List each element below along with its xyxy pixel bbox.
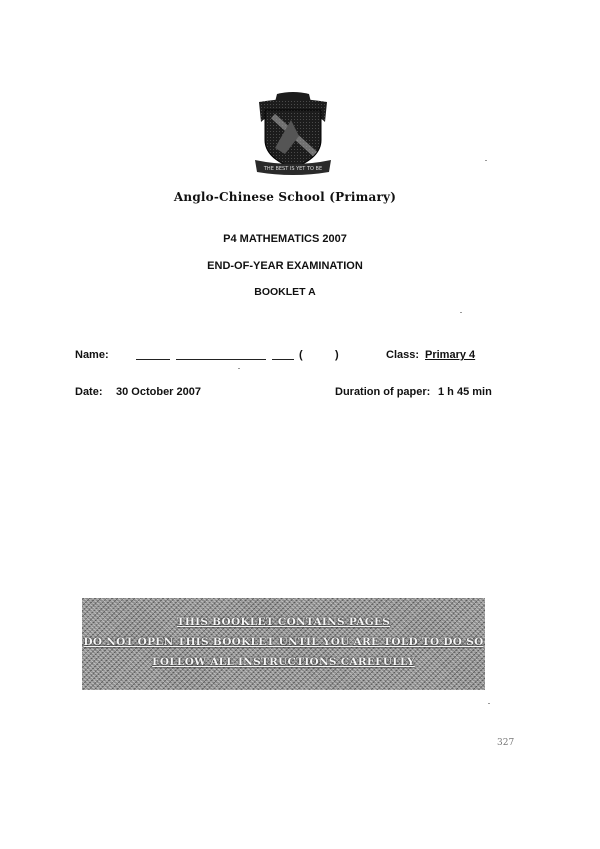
exam-subject-title: P4 MATHEMATICS 2007 (223, 233, 347, 245)
exam-type-title: END-OF-YEAR EXAMINATION (207, 260, 363, 272)
school-name: Anglo-Chinese School (Primary) (173, 190, 397, 204)
notice-line-do-not-open: DO NOT OPEN THIS BOOKLET UNTIL YOU ARE TOLD TO DO SO (83, 636, 484, 648)
duration-label: Duration of paper: (335, 386, 431, 398)
register-number-open-paren: ( (299, 349, 303, 361)
notice-line-pages: THIS BOOKLET CONTAINS PAGES (176, 616, 391, 628)
scan-speck (238, 368, 240, 369)
notice-line-follow-instructions: FOLLOW ALL INSTRUCTIONS CAREFULLY (152, 656, 415, 668)
name-blank-2 (176, 359, 266, 360)
scan-speck (488, 703, 490, 704)
date-label: Date: (75, 386, 103, 398)
crest-motto: THE BEST IS YET TO BE (263, 166, 323, 172)
instructions-notice-box (82, 598, 485, 690)
date-value: 30 October 2007 (116, 386, 201, 398)
duration-value: 1 h 45 min (438, 386, 492, 398)
school-crest-icon (255, 92, 331, 176)
name-blank-1 (136, 359, 170, 360)
page-number: 327 (497, 738, 515, 748)
name-blank-3 (272, 359, 294, 360)
scan-speck (485, 160, 487, 161)
class-label: Class: (386, 349, 420, 361)
booklet-title: BOOKLET A (254, 286, 316, 298)
register-number-close-paren: ) (335, 349, 339, 361)
name-label: Name: (75, 349, 109, 361)
scan-speck (460, 312, 462, 313)
class-value: Primary 4 (425, 349, 476, 361)
